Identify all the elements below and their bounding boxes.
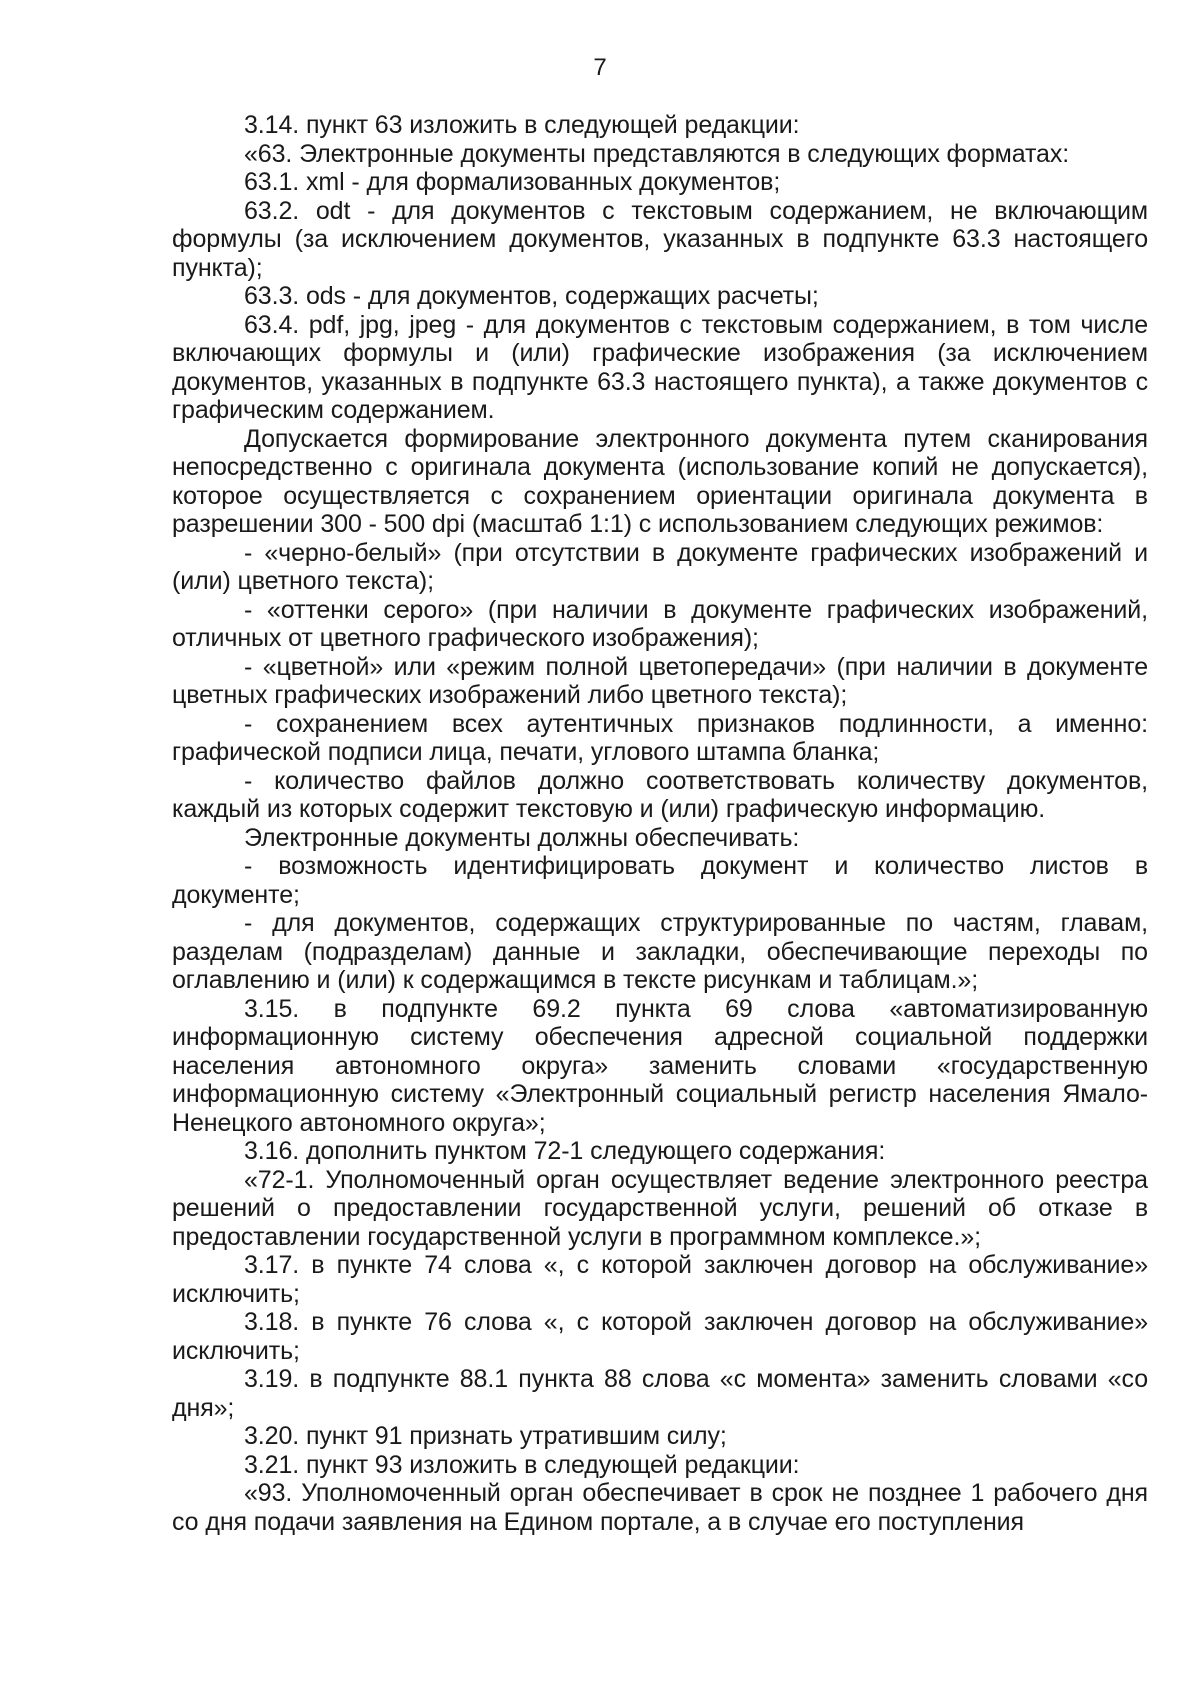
paragraph-63-3: 63.3. ods - для документов, содержащих расчеты;	[244, 282, 819, 310]
paragraph-3-15: 3.15. в подпункте 69.2 пункта 69 слова «автоматизированную информационную систему обеспечения адресной социальной поддержки населения автономного округа» заменить словами «государственную информационную систему «Электронный социальный регистр населения Ямало-Ненецкого автономного округа»;	[172, 994, 1148, 1137]
paragraph-mode-bw: - «черно-белый» (при отсутствии в документе графических изображений и (или) цветного текста);	[172, 538, 1148, 595]
paragraph-3-17: 3.17. в пункте 74 слова «, с которой заключен договор на обслуживание» исключить;	[172, 1251, 1148, 1308]
paragraph-93: «93. Уполномоченный орган обеспечивает в срок не позднее 1 рабочего дня со дня подачи заявления на Едином портале, а в случае его поступления	[172, 1479, 1148, 1536]
document-body	[172, 111, 1148, 1536]
paragraph-3-21: 3.21. пункт 93 изложить в следующей редакции:	[244, 1450, 800, 1479]
paragraph-file-count: - количество файлов должно соответствовать количеству документов, каждый из которых содержит текстовую и (или) графическую информацию.	[172, 766, 1148, 823]
paragraph-63-1: 63.1. xml - для формализованных документов;	[244, 168, 781, 196]
paragraph-3-20: 3.20. пункт 91 признать утратившим силу;	[244, 1422, 727, 1450]
paragraph-72-1: «72-1. Уполномоченный орган осуществляет ведение электронного реестра решений о предоставлении государственной услуги, решений об отказе в предоставлении государственной услуги в программном комплексе.»;	[172, 1165, 1148, 1251]
paragraph-requirement-identify: - возможность идентифицировать документ и количество листов в документе;	[172, 852, 1148, 909]
paragraph-scanning-rules: Допускается формирование электронного документа путем сканирования непосредственно с оригинала документа (использование копий не допускается), которое осуществляется с сохранением ориентации оригинала документа в разрешении 300 - 500 dpi (масштаб 1:1) с использованием следующих режимов:	[172, 424, 1148, 538]
paragraph-mode-gray: - «оттенки серого» (при наличии в документе графических изображений, отличных от цветного графического изображения);	[172, 595, 1148, 652]
paragraph-63-intro: «63. Электронные документы представляются в следующих форматах:	[244, 139, 1070, 168]
page-number: 7	[593, 54, 607, 81]
paragraph-3-18: 3.18. в пункте 76 слова «, с которой заключен договор на обслуживание» исключить;	[172, 1308, 1148, 1365]
paragraph-mode-color: - «цветной» или «режим полной цветопередачи» (при наличии в документе цветных графических изображений либо цветного текста);	[172, 652, 1148, 709]
paragraph-63-4: 63.4. pdf, jpg, jpeg - для документов с текстовым содержанием, в том числе включающих формулы и (или) графические изображения (за исключением документов, указанных в подпункте 63.3 настоящего пункта), а также документов с графическим содержанием.	[172, 310, 1148, 424]
paragraph-requirement-bookmarks: - для документов, содержащих структурированные по частям, главам, разделам (подразделам) данные и закладки, обеспечивающие переходы по оглавлению и (или) к содержащимся в тексте рисункам и таблицам.»;	[172, 909, 1148, 994]
paragraph-3-14: 3.14. пункт 63 изложить в следующей редакции:	[244, 111, 800, 139]
paragraph-requirements-intro: Электронные документы должны обеспечивать:	[244, 823, 800, 852]
paragraph-authenticity: - сохранением всех аутентичных признаков подлинности, а именно: графической подписи лица, печати, углового штампа бланка;	[172, 709, 1148, 766]
paragraph-3-16: 3.16. дополнить пунктом 72-1 следующего содержания:	[244, 1137, 886, 1165]
paragraph-3-19: 3.19. в подпункте 88.1 пункта 88 слова «с момента» заменить словами «со дня»;	[172, 1365, 1148, 1422]
paragraph-63-2: 63.2. odt - для документов с текстовым содержанием, не включающим формулы (за исключением документов, указанных в подпункте 63.3 настоящего пункта);	[172, 196, 1148, 282]
